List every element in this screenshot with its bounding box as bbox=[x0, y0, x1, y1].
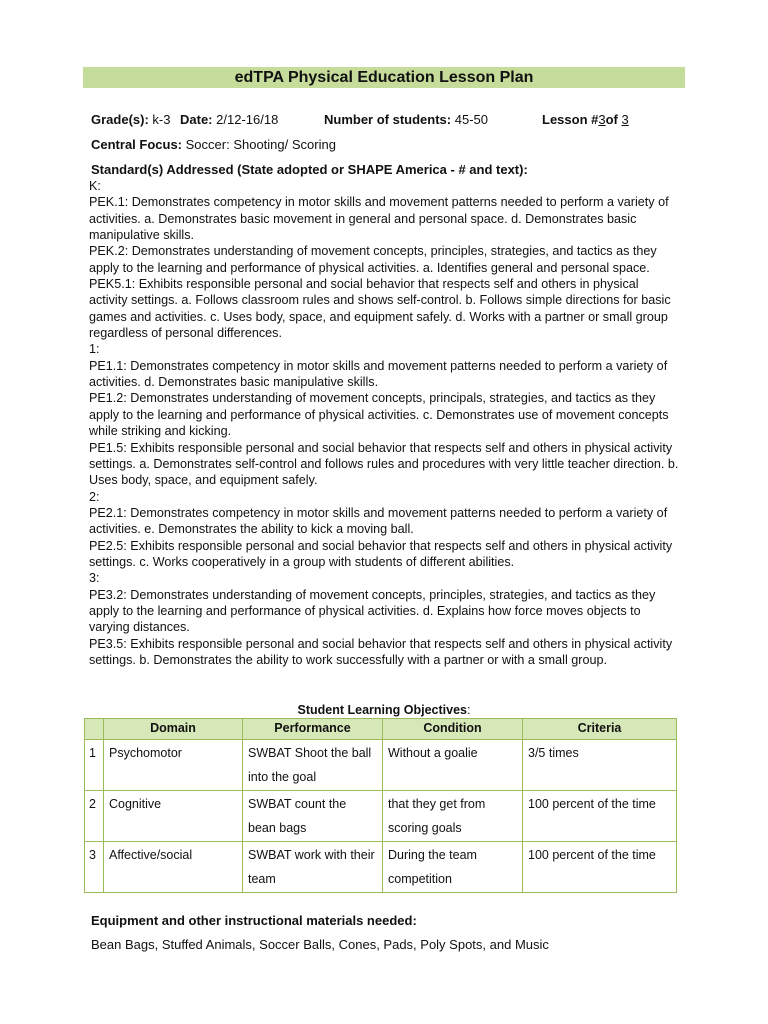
grades-value: k-3 bbox=[152, 112, 171, 127]
students-label: Number of students: bbox=[324, 112, 452, 127]
standard-line: K: bbox=[89, 179, 101, 193]
table-header-row bbox=[85, 719, 677, 740]
header-number bbox=[85, 719, 104, 740]
row-condition: During the team competition bbox=[383, 842, 523, 893]
row-condition: that they get from scoring goals bbox=[383, 791, 523, 842]
standard-line: 3: bbox=[89, 571, 100, 586]
students-field bbox=[324, 112, 488, 128]
objectives-table bbox=[84, 718, 677, 893]
standard-line: PEK5.1: Exhibits responsible personal and social behavior that respects self and others in physical activity settings. a. Follows classroom rules and shows self-control. b. Follows simple directions for basic games and activities. c. Uses body, space, and equipment safely. d. Works with a partner or small group regardless of personal differences. bbox=[89, 277, 671, 341]
standard-line: PE2.5: Exhibits responsible personal and social behavior that respects self and others in physical activity settings. c. Works cooperatively in a group with students of different abilities. bbox=[89, 538, 673, 569]
grades-field bbox=[91, 112, 170, 128]
standard-line: 1: bbox=[89, 342, 100, 357]
students-value: 45-50 bbox=[454, 112, 488, 127]
central-focus-label: Central Focus: bbox=[91, 137, 183, 152]
standard-line: PEK.1: Demonstrates competency in motor skills and movement patterns needed to perform a variety of activities. a. Demonstrates basic movement in general and personal space. d. Demonstrates basic manipulative skills. bbox=[89, 195, 669, 243]
standard-line: PE1.1: Demonstrates competency in motor skills and movement patterns needed to perform a variety of activities. d. Demonstrates basic manipulative skills. bbox=[89, 358, 668, 390]
standards-heading: Standard(s) Addressed (State adopted or SHAPE America - # and text): bbox=[91, 162, 528, 177]
objectives-title bbox=[0, 703, 768, 718]
lesson-current: 3 bbox=[598, 112, 606, 127]
date-field bbox=[180, 112, 278, 128]
header-performance: Performance bbox=[243, 719, 383, 740]
row-criteria: 100 percent of the time bbox=[523, 791, 677, 842]
lesson-of: of bbox=[605, 112, 618, 127]
lesson-label: Lesson # bbox=[542, 112, 599, 127]
standard-line: PE3.2: Demonstrates understanding of movement concepts, principles, strategies, and tactics as they apply to the learning and performance of physical activities. d. Explains how force moves objects to varying distances. bbox=[89, 587, 656, 635]
row-domain: Psychomotor bbox=[104, 740, 243, 791]
standards-list bbox=[89, 178, 679, 668]
grades-label: Grade(s): bbox=[91, 112, 149, 127]
objectives-title-text: Student Learning Objectives bbox=[297, 703, 467, 717]
header-condition: Condition bbox=[383, 719, 523, 740]
objectives-title-suffix: : bbox=[467, 703, 471, 717]
page-title: edTPA Physical Education Lesson Plan bbox=[83, 67, 685, 88]
row-domain: Affective/social bbox=[104, 842, 243, 893]
header-domain: Domain bbox=[104, 719, 243, 740]
header-criteria: Criteria bbox=[523, 719, 677, 740]
date-value: 2/12-16/18 bbox=[216, 112, 279, 127]
row-criteria: 3/5 times bbox=[523, 740, 677, 791]
standard-line: PEK.2: Demonstrates understanding of movement concepts, principles, strategies, and tactics as they apply to the learning and performance of physical activities. a. Identifies general and personal space. bbox=[89, 244, 657, 275]
row-number: 1 bbox=[85, 740, 104, 791]
standard-line: PE3.5: Exhibits responsible personal and social behavior that respects self and others in physical activity settings. b. Demonstrates the ability to work successfully with a partner or with a small group. bbox=[89, 636, 673, 667]
equipment-list: Bean Bags, Stuffed Animals, Soccer Balls, Cones, Pads, Poly Spots, and Music bbox=[91, 937, 549, 952]
table-row bbox=[85, 842, 677, 893]
standard-line: PE1.5: Exhibits responsible personal and social behavior that respects self and others in physical activity settings. a. Demonstrates self-control and follows rules and procedures with very little teacher direction. b. Uses body, space, and equipment safely. bbox=[89, 440, 679, 488]
row-domain: Cognitive bbox=[104, 791, 243, 842]
row-condition: Without a goalie bbox=[383, 740, 523, 791]
row-number: 3 bbox=[85, 842, 104, 893]
row-performance: SWBAT Shoot the ball into the goal bbox=[243, 740, 383, 791]
equipment-heading: Equipment and other instructional materials needed: bbox=[91, 913, 417, 928]
row-criteria: 100 percent of the time bbox=[523, 842, 677, 893]
standard-line: PE2.1: Demonstrates competency in motor skills and movement patterns needed to perform a variety of activities. e. Demonstrates the ability to kick a moving ball. bbox=[89, 505, 668, 537]
standard-line: 2: bbox=[89, 489, 100, 504]
row-performance: SWBAT work with their team bbox=[243, 842, 383, 893]
standard-line: PE1.2: Demonstrates understanding of movement concepts, principals, strategies, and tactics as they apply to the learning and performance of physical activities. c. Demonstrates use of movement concepts while striking and kicking. bbox=[89, 391, 669, 439]
lesson-total: 3 bbox=[621, 112, 629, 127]
row-number: 2 bbox=[85, 791, 104, 842]
row-performance: SWBAT count the bean bags bbox=[243, 791, 383, 842]
central-focus bbox=[91, 137, 336, 153]
date-label: Date: bbox=[180, 112, 213, 127]
central-focus-value: Soccer: Shooting/ Scoring bbox=[185, 137, 336, 152]
table-row bbox=[85, 791, 677, 842]
lesson-field bbox=[542, 112, 629, 128]
table-row bbox=[85, 740, 677, 791]
